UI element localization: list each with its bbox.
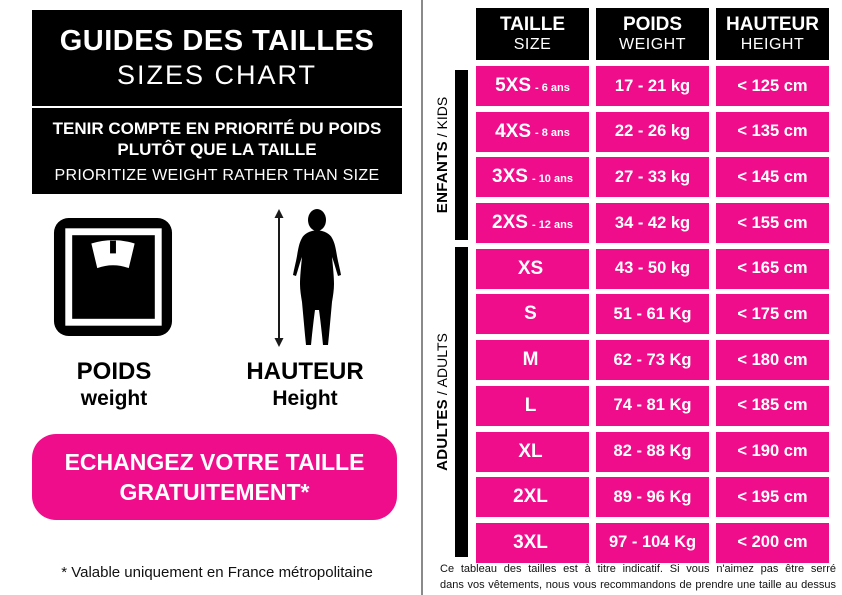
weight-cell: 89 - 96 Kg: [596, 477, 709, 517]
size-value: 3XL: [513, 531, 548, 553]
height-cell: < 185 cm: [716, 386, 829, 426]
label-separator: /: [434, 129, 450, 142]
size-value: 2XL: [513, 486, 548, 508]
size-cell: [476, 294, 589, 334]
size-cell: [476, 249, 589, 289]
header-size: [476, 8, 589, 60]
title-banner: [32, 10, 402, 106]
table-row: [476, 477, 829, 517]
weight-cell: 22 - 26 kg: [596, 112, 709, 152]
adults-section-label: [432, 247, 452, 557]
size-cell: [476, 66, 589, 106]
footnote: * Valable uniquement en France métropolitaine: [61, 564, 373, 581]
size-cell: [476, 386, 589, 426]
table-row: [476, 523, 829, 563]
kids-label-en: KIDS: [434, 96, 450, 130]
size-value: S: [524, 303, 537, 325]
priority-text-en: PRIORITIZE WEIGHT RATHER THAN SIZE: [54, 166, 380, 184]
height-cell: < 200 cm: [716, 523, 829, 563]
table-row: [476, 340, 829, 380]
table-row: [476, 112, 829, 152]
weight-cell: 97 - 104 Kg: [596, 523, 709, 563]
disclaimer-line1: Ce tableau des tailles est à titre indicatif. Si vous n'aimez pas être serré: [440, 563, 836, 575]
height-cell: < 195 cm: [716, 477, 829, 517]
vertical-divider: [421, 0, 423, 595]
size-cell: [476, 477, 589, 517]
height-cell: < 155 cm: [716, 203, 829, 243]
measure-arrow: [275, 209, 284, 347]
size-cell: [476, 112, 589, 152]
size-value: 4XS: [495, 120, 532, 142]
table-row: [476, 294, 829, 334]
height-cell: < 180 cm: [716, 340, 829, 380]
page-title-en: SIZES CHART: [116, 60, 318, 90]
age-value: - 8 ans: [535, 127, 570, 140]
priority-text-fr-line1: TENIR COMPTE EN PRIORITÉ DU POIDS: [52, 118, 382, 138]
priority-text-fr-line2: PLUTÔT QUE LA TAILLE: [117, 139, 317, 159]
header-size-fr: TAILLE: [499, 14, 566, 35]
weight-label-fr: POIDS: [76, 358, 152, 385]
size-cell: [476, 432, 589, 472]
header-height: [716, 8, 829, 60]
weight-cell: 62 - 73 Kg: [596, 340, 709, 380]
size-cell: [476, 523, 589, 563]
disclaimer-line2: dans vos vêtements, nous vous recommandons de prendre une taille au dessus: [440, 579, 836, 591]
height-cell: < 135 cm: [716, 112, 829, 152]
weight-cell: 43 - 50 kg: [596, 249, 709, 289]
size-value: L: [524, 394, 537, 416]
kids-section-bar: [455, 70, 468, 240]
weight-scale-icon: [53, 216, 173, 338]
label-separator: /: [434, 387, 450, 400]
weight-label-en: weight: [80, 387, 148, 410]
height-label-en: Height: [272, 387, 338, 410]
age-value: - 10 ans: [531, 172, 573, 185]
size-cell: [476, 157, 589, 197]
header-weight-fr: POIDS: [622, 14, 683, 35]
exchange-size-button[interactable]: [32, 434, 397, 520]
size-value: XL: [518, 440, 543, 462]
height-person-icon: [268, 209, 350, 347]
adults-section-bar: [455, 247, 468, 557]
table-row: [476, 432, 829, 472]
weight-cell: 27 - 33 kg: [596, 157, 709, 197]
page-title-fr: GUIDES DES TAILLES: [59, 25, 375, 57]
table-row: [476, 157, 829, 197]
size-value: M: [522, 349, 539, 371]
exchange-button-line2: GRATUITEMENT*: [119, 479, 310, 505]
table-row: [476, 386, 829, 426]
table-header-row: [476, 8, 829, 60]
size-table-rows: [476, 66, 829, 563]
header-weight-en: WEIGHT: [619, 36, 686, 53]
header-size-en: SIZE: [513, 36, 552, 53]
exchange-button-line1: ECHANGEZ VOTRE TAILLE: [64, 449, 365, 475]
header-height-fr: HAUTEUR: [726, 14, 819, 35]
height-label-fr: HAUTEUR: [246, 358, 364, 385]
height-cell: < 165 cm: [716, 249, 829, 289]
size-cell: [476, 203, 589, 243]
size-value: 3XS: [492, 166, 528, 188]
adults-label-fr: ADULTES: [433, 399, 451, 471]
age-value: - 6 ans: [535, 81, 570, 94]
weight-cell: 51 - 61 Kg: [596, 294, 709, 334]
weight-cell: 74 - 81 Kg: [596, 386, 709, 426]
size-value: XS: [517, 257, 544, 279]
table-disclaimer: [440, 561, 836, 593]
priority-banner: [32, 108, 402, 194]
kids-label-fr: ENFANTS: [433, 141, 451, 214]
table-row: [476, 249, 829, 289]
header-height-en: HEIGHT: [740, 36, 805, 53]
weight-label: [53, 358, 175, 412]
size-cell: [476, 340, 589, 380]
table-row: [476, 203, 829, 243]
age-value: - 12 ans: [531, 218, 573, 231]
height-label: [243, 358, 367, 412]
kids-section-label: [432, 70, 452, 240]
adults-label-en: ADULTS: [434, 333, 450, 388]
weight-cell: 34 - 42 kg: [596, 203, 709, 243]
weight-cell: 82 - 88 Kg: [596, 432, 709, 472]
height-cell: < 190 cm: [716, 432, 829, 472]
header-weight: [596, 8, 709, 60]
height-cell: < 175 cm: [716, 294, 829, 334]
size-value: 5XS: [495, 75, 532, 96]
table-row: [476, 66, 829, 106]
size-value: 2XS: [492, 212, 528, 234]
weight-cell: 17 - 21 kg: [596, 66, 709, 106]
height-cell: < 145 cm: [716, 157, 829, 197]
height-cell: < 125 cm: [716, 66, 829, 106]
